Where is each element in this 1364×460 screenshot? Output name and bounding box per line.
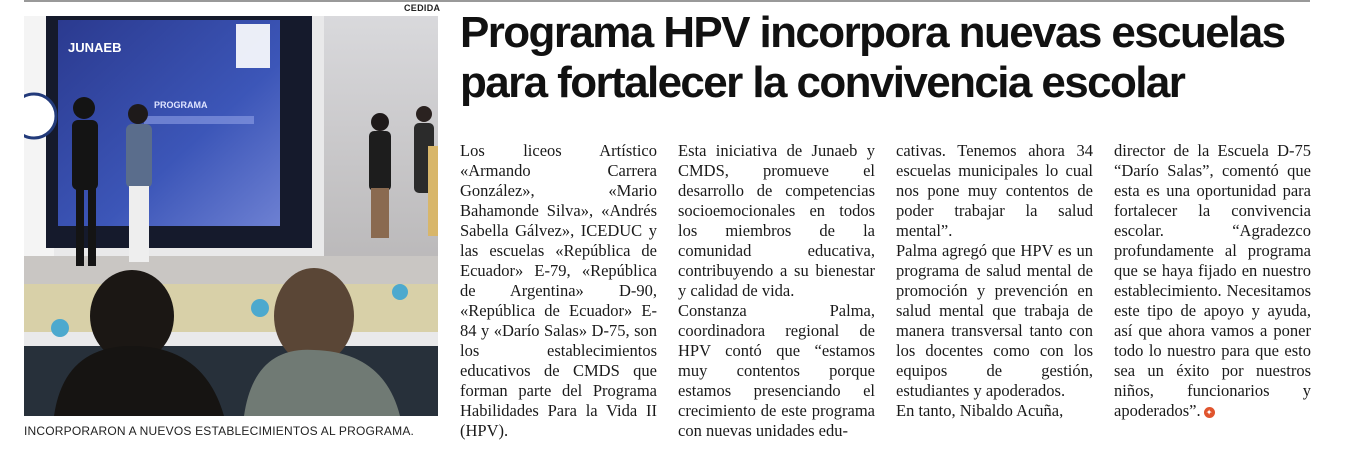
- paragraph: [1114, 141, 1311, 421]
- paragraph-text: director de la Escuela D-75 “Darío Salas”, comentó que esta es una oportunidad para fortalecer la convivencia escolar. “Agradezco profundamente al programa que se haya fijado en nuestro establecimiento. Necesitamos este tipo de apoyo y ayuda, así que ahora vamos a poner todo lo nuestro para que esto sea un éxito por nuestros niños, funcionarios y apoderados”.: [1114, 141, 1311, 420]
- photo-credit: CEDIDA: [404, 3, 441, 13]
- article-column-3: [896, 141, 1093, 451]
- paragraph: En tanto, Nibaldo Acuña,: [896, 401, 1064, 420]
- paragraph: Palma agregó que HPV es un programa de salud mental de promoción y prevención en salud mental que trabaja de manera transversal tanto con los docentes como con los equipos de gestión, estudiantes y apoderados.: [896, 241, 1093, 400]
- article-photo: [24, 16, 438, 416]
- article-headline: Programa HPV incorpora nuevas escuelas para fortalecer la convivencia escolar: [460, 8, 1285, 107]
- paragraph: Esta iniciativa de Junaeb y CMDS, promueve el desarrollo de competencias socioemocionales en todos los miembros de la comunidad educativa, contribuyendo a su bienestar y calidad de vida.: [678, 141, 875, 300]
- screen-slide-text: PROGRAMA: [154, 100, 208, 110]
- photo-caption: INCORPORARON A NUEVOS ESTABLECIMIENTOS AL PROGRAMA.: [24, 424, 415, 438]
- article-column-2: [678, 141, 875, 451]
- paragraph: cativas. Tenemos ahora 34 escuelas municipales lo cual nos pone muy contentos de poder trabajar la salud mental”.: [896, 141, 1093, 240]
- article-column-1: [460, 141, 657, 451]
- paragraph: Constanza Palma, coordinadora regional de HPV contó que “estamos muy contentos porque estamos presenciando el crecimiento de este programa con nuevas unidades edu-: [678, 301, 875, 440]
- end-of-article-icon: ✦: [1204, 407, 1215, 418]
- top-rule: [24, 0, 1310, 2]
- article-column-4: [1114, 141, 1311, 451]
- screen-logo-text: JUNAEB: [68, 40, 122, 55]
- paragraph: Los liceos Artístico «Armando Carrera González», «Mario Bahamonde Silva», «Andrés Sabella Gálvez», ICEDUC y las escuelas «República de Ecuador» E-79, «República de Argentina» D-90, «República de Ecuador» E-84 y «Darío Salas» D-75, son los establecimientos educativos de CMDS que forman parte del Programa Habilidades Para la Vida II (HPV).: [460, 141, 657, 440]
